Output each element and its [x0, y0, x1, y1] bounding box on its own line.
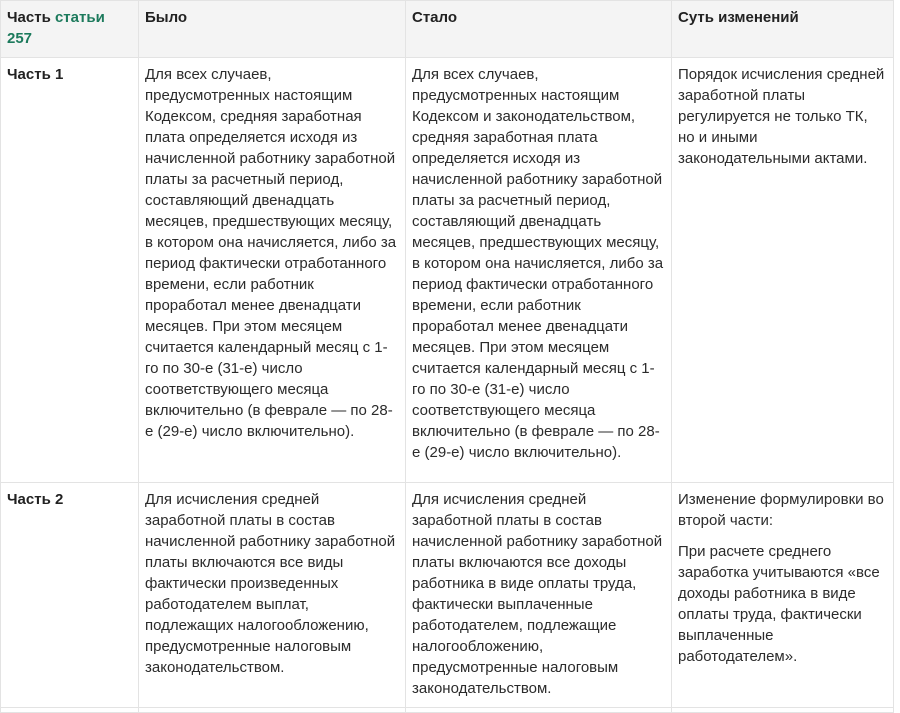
header-after: Стало — [406, 1, 672, 58]
row-after-text: Для исчисления средней заработной платы в состав начисленной работнику заработной платы включаются все доходы работника в виде оплаты труда, фактически выплаченные работодателем, подлежащие налогообложению, предусмотренные налоговым законодательством. — [406, 483, 672, 708]
header-before: Было — [139, 1, 406, 58]
empty-cell — [406, 708, 672, 713]
table-body — [1, 58, 894, 713]
row-essence-text: Порядок исчисления средней заработной платы регулируется не только ТК, но и иными законодательными актами. — [678, 66, 885, 167]
row-essence-text: При расчете среднего заработка учитываются «все доходы работника в виде оплаты труда, фактически выплаченные работодателем». — [678, 543, 880, 665]
header-part-prefix: Часть — [7, 9, 55, 26]
row-part-label: Часть 2 — [1, 483, 139, 708]
empty-cell — [139, 708, 406, 713]
header-essence: Суть изменений — [672, 1, 894, 58]
header-row — [1, 1, 894, 58]
empty-cell — [672, 708, 894, 713]
table-row-partial — [1, 708, 894, 713]
row-essence-cell — [672, 58, 894, 483]
row-essence-cell — [672, 483, 894, 708]
table-row — [1, 483, 894, 708]
row-part-label: Часть 1 — [1, 58, 139, 483]
empty-cell — [1, 708, 139, 713]
table-header — [1, 1, 894, 58]
article-link[interactable]: статьи 257 — [7, 9, 105, 47]
table-row — [1, 58, 894, 483]
row-after-text: Для всех случаев, предусмотренных настоящим Кодексом и законодательством, средняя заработная плата определяется исходя из начисленной работнику заработной платы за расчетный период, составляющий двенадцать месяцев, предшествующих месяцу, в котором она начисляется, либо за период фактически отработанного времени, если работник проработал менее двенадцати месяцев. При этом месяцем считается календарный месяц с 1-го по 30-е (31-е) число соответствующего месяца включительно (в феврале — по 28-е (29-е) число включительно). — [406, 58, 672, 483]
row-before-text: Для исчисления средней заработной платы в состав начисленной работнику заработной платы включаются все виды фактически произведенных работодателем выплат, подлежащих налогообложению, предусмотренные налоговым законодательством. — [139, 483, 406, 708]
header-part — [1, 1, 139, 58]
row-before-text: Для всех случаев, предусмотренных настоящим Кодексом, средняя заработная плата определяется исходя из начисленной работнику заработной платы за расчетный период, составляющий двенадцать месяцев, предшествующих месяцу, в котором она начисляется, либо за период фактически отработанного времени, если работник проработал менее двенадцати месяцев. При этом месяцем считается календарный месяц с 1-го по 30-е (31-е) число соответствующего месяца включительно (в феврале — по 28-е (29-е) число включительно). — [139, 58, 406, 483]
row-essence-text: Изменение формулировки во второй части: — [678, 491, 884, 529]
